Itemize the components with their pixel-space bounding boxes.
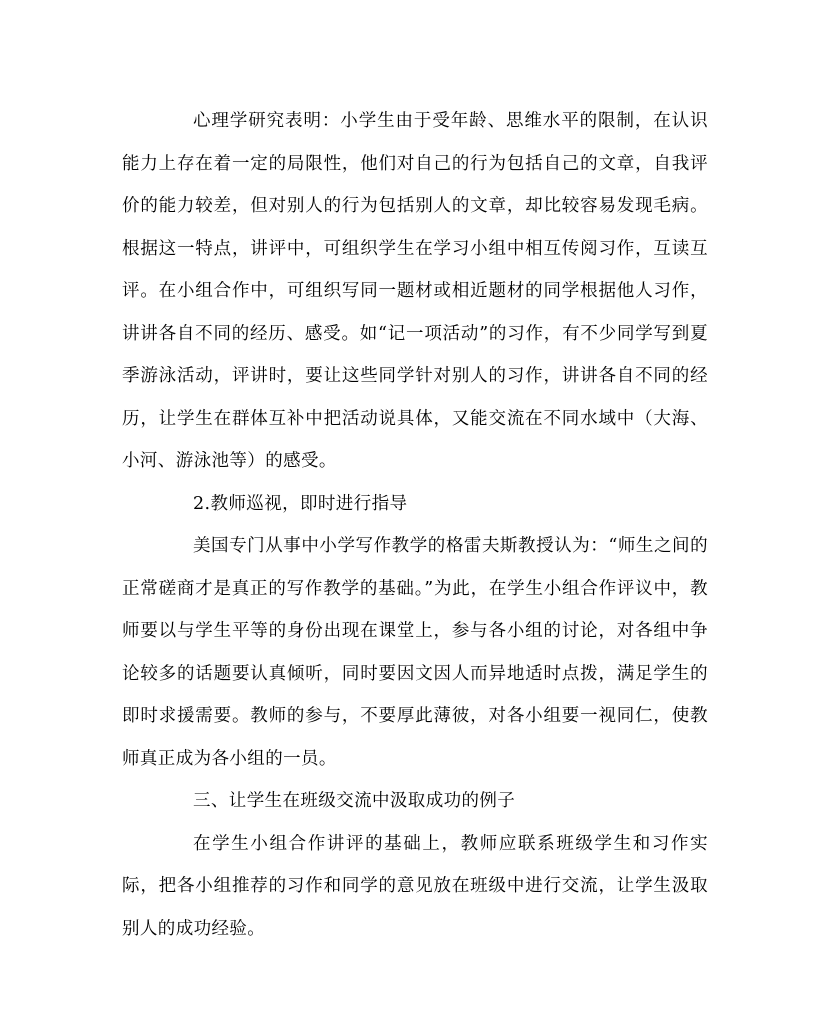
paragraph-psychology-research: 心理学研究表明：小学生由于受年龄、思维水平的限制，在认识能力上存在着一定的局限性，他们对自己的行为包括自己的文章，自我评价的能力较差，但对别人的行为包括别人的文章，却比较容易发现毛病。根据这一特点，讲评中，可组织学生在学习小组中相互传阅习作，互读互评。在小组合作中，可组织写同一题材或相近题材的同学根据他人习作，讲讲各自不同的经历、感受。如“记一项活动”的习作，有不少同学写到夏季游泳活动，评讲时，要让这些同学针对别人的习作，讲讲各自不同的经历，让学生在群体互补中把活动说具体，又能交流在不同水域中（大海、小河、游泳池等）的感受。 xyxy=(122,111,708,471)
paragraph-class-exchange: 在学生小组合作讲评的基础上，教师应联系班级学生和习作实际，把各小组推荐的习作和同学的意见放在班级中进行交流，让学生汲取别人的成功经验。 xyxy=(122,833,708,939)
document-body xyxy=(122,100,708,950)
section-heading-teacher-patrol: 2.教师巡视，即时进行指导 xyxy=(193,493,408,514)
paragraph-graves-quote: 美国专门从事中小学写作教学的格雷夫斯教授认为：“师生之间的正常磋商才是真正的写作教学的基础。”为此，在学生小组合作评议中，教师要以与学生平等的身份出现在课堂上，参与各小组的讨论，对各组中争论较多的话题要认真倾听，同时要因文因人而异地适时点拨，满足学生的即时求援需要。教师的参与，不要厚此薄彼，对各小组要一视同仁，使教师真正成为各小组的一员。 xyxy=(122,536,708,769)
section-heading-class-exchange: 三、让学生在班级交流中汲取成功的例子 xyxy=(193,791,516,811)
